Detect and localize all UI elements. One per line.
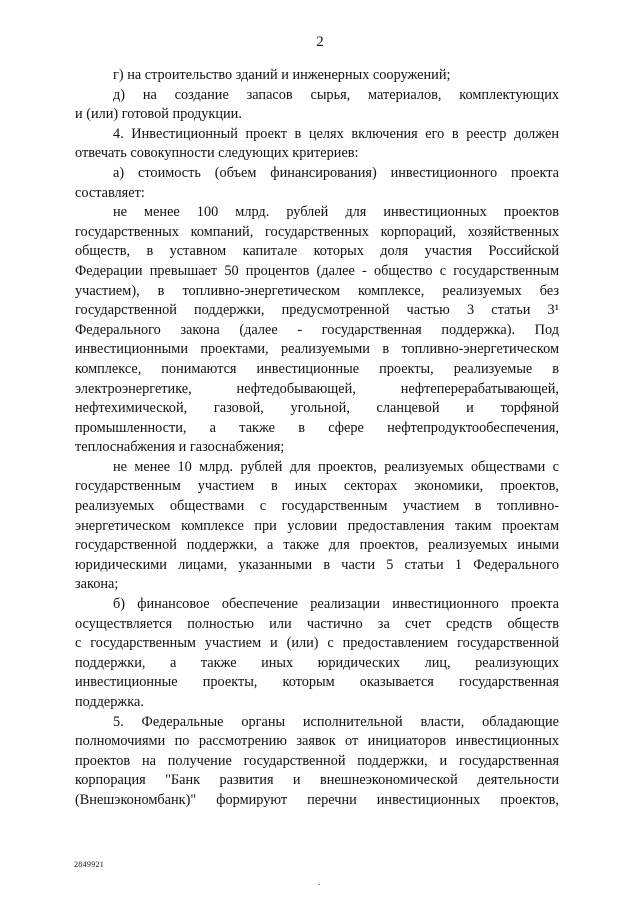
paragraph-line: проектов на получение государственной поддержки, и государственная	[75, 752, 559, 769]
paragraph-line: государственным участием в иных секторах экономики, проектов,	[75, 478, 559, 495]
paragraph-line: осуществляется полностью или частично за счет средств обществ	[75, 615, 559, 632]
paragraph-line: поддержка.	[75, 694, 144, 710]
page-number: 2	[316, 34, 324, 50]
scan-artifact	[318, 884, 320, 885]
paragraph-line: государственной поддержки, предусмотренной частью 3 статьи 3¹	[75, 302, 559, 319]
paragraph-line: промышленности, а также в сфере нефтепродуктообеспечения,	[75, 419, 559, 436]
paragraph-line: 4. Инвестиционный проект в целях включения его в реестр должен	[113, 125, 559, 142]
paragraph	[75, 713, 559, 811]
paragraph	[75, 595, 559, 713]
paragraph-line: государственных компаний, государственных корпораций, хозяйственных	[75, 223, 559, 240]
paragraph-line: г) на строительство зданий и инженерных сооружений;	[113, 67, 451, 83]
paragraph-line: Федерации превышает 50 процентов (далее - общество с государственным	[75, 262, 559, 279]
paragraph-line: теплоснабжения и газоснабжения;	[75, 439, 285, 456]
paragraph-line: энергетическом комплексе при условии предоставления таким проектам	[75, 517, 559, 534]
paragraph-line: с государственным участием и (или) с предоставлением государственной	[75, 635, 559, 652]
paragraph-line: б) финансовое обеспечение реализации инвестиционного проекта	[113, 596, 559, 613]
paragraph-line: составляет:	[75, 184, 145, 201]
paragraph-line: а) стоимость (объем финансирования) инвестиционного проекта	[113, 164, 559, 181]
paragraph	[75, 86, 559, 125]
paragraph-line: закона;	[75, 576, 119, 593]
paragraph-line: комплексе, понимаются инвестиционные проекты, реализуемые в	[75, 360, 559, 377]
paragraph-line: обществ, в уставном капитале которых доля участия Российской	[75, 243, 559, 260]
paragraph-line: электроэнергетике, нефтедобывающей, нефтеперерабатывающей,	[75, 380, 559, 397]
paragraph-line: корпорация "Банк развития и внешнеэкономической деятельности	[75, 772, 559, 789]
paragraph-line: 5. Федеральные органы исполнительной власти, обладающие	[113, 713, 559, 730]
paragraph-line: и (или) готовой продукции.	[75, 106, 242, 123]
paragraph-line: инвестиционными проектами, реализуемыми в топливно-энергетическом	[75, 341, 559, 358]
paragraph	[75, 203, 559, 458]
paragraph-line: д) на создание запасов сырья, материалов, комплектующих	[113, 86, 559, 103]
paragraph	[75, 164, 559, 203]
paragraph-line: нефтехимической, газовой, угольной, сланцевой и торфяной	[75, 400, 559, 417]
paragraph-line: отвечать совокупности следующих критериев:	[75, 145, 359, 162]
paragraph-line: инвестиционные проекты, которым оказывается государственная	[75, 674, 559, 691]
paragraph-line: государственной поддержки, а также для проектов, реализуемых иными	[75, 537, 559, 554]
paragraph-line: участием), в топливно-энергетическом комплексе, реализуемых без	[75, 282, 559, 299]
paragraph-line: полномочиями по рассмотрению заявок от инициаторов инвестиционных	[75, 733, 559, 750]
paragraph-line: не менее 10 млрд. рублей для проектов, реализуемых обществами с	[113, 458, 559, 475]
paragraph	[75, 458, 559, 595]
paragraph-line: (Внешэкономбанк)" формируют перечни инвестиционных проектов,	[75, 791, 559, 808]
paragraph	[75, 125, 559, 164]
paragraph-line: Федерального закона (далее - государственная поддержка). Под	[75, 321, 559, 338]
paragraph-line: не менее 100 млрд. рублей для инвестиционных проектов	[113, 204, 559, 221]
paragraph	[75, 66, 559, 86]
paragraph-line: юридическими лицами, указанными в части 5 статьи 1 Федерального	[75, 556, 559, 573]
document-body	[75, 66, 559, 811]
paragraph-line: поддержки, а также иных юридических лиц, реализующих	[75, 654, 559, 671]
paragraph-line: реализуемых обществами с государственным участием в топливно-	[75, 498, 559, 515]
document-id: 2849921	[74, 860, 105, 869]
